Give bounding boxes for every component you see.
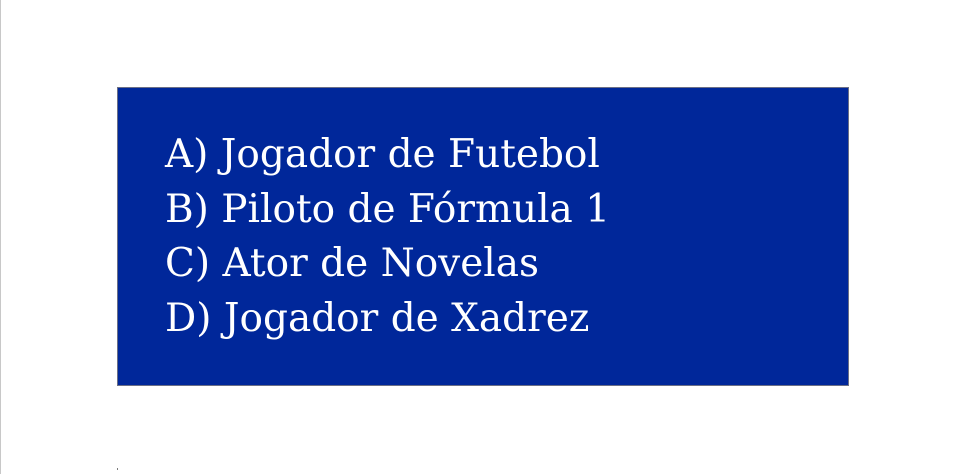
option-c[interactable]: C) Ator de Novelas — [165, 241, 540, 286]
option-d[interactable]: D) Jogador de Xadrez — [165, 295, 590, 341]
option-a[interactable]: A) Jogador de Futebol — [165, 132, 600, 177]
option-b[interactable]: B) Piloto de Fórmula 1 — [165, 186, 611, 232]
answer-options-list — [165, 128, 610, 346]
answer-options-panel — [117, 87, 849, 386]
page-left-border — [0, 0, 1, 474]
stray-mark — [117, 468, 118, 470]
